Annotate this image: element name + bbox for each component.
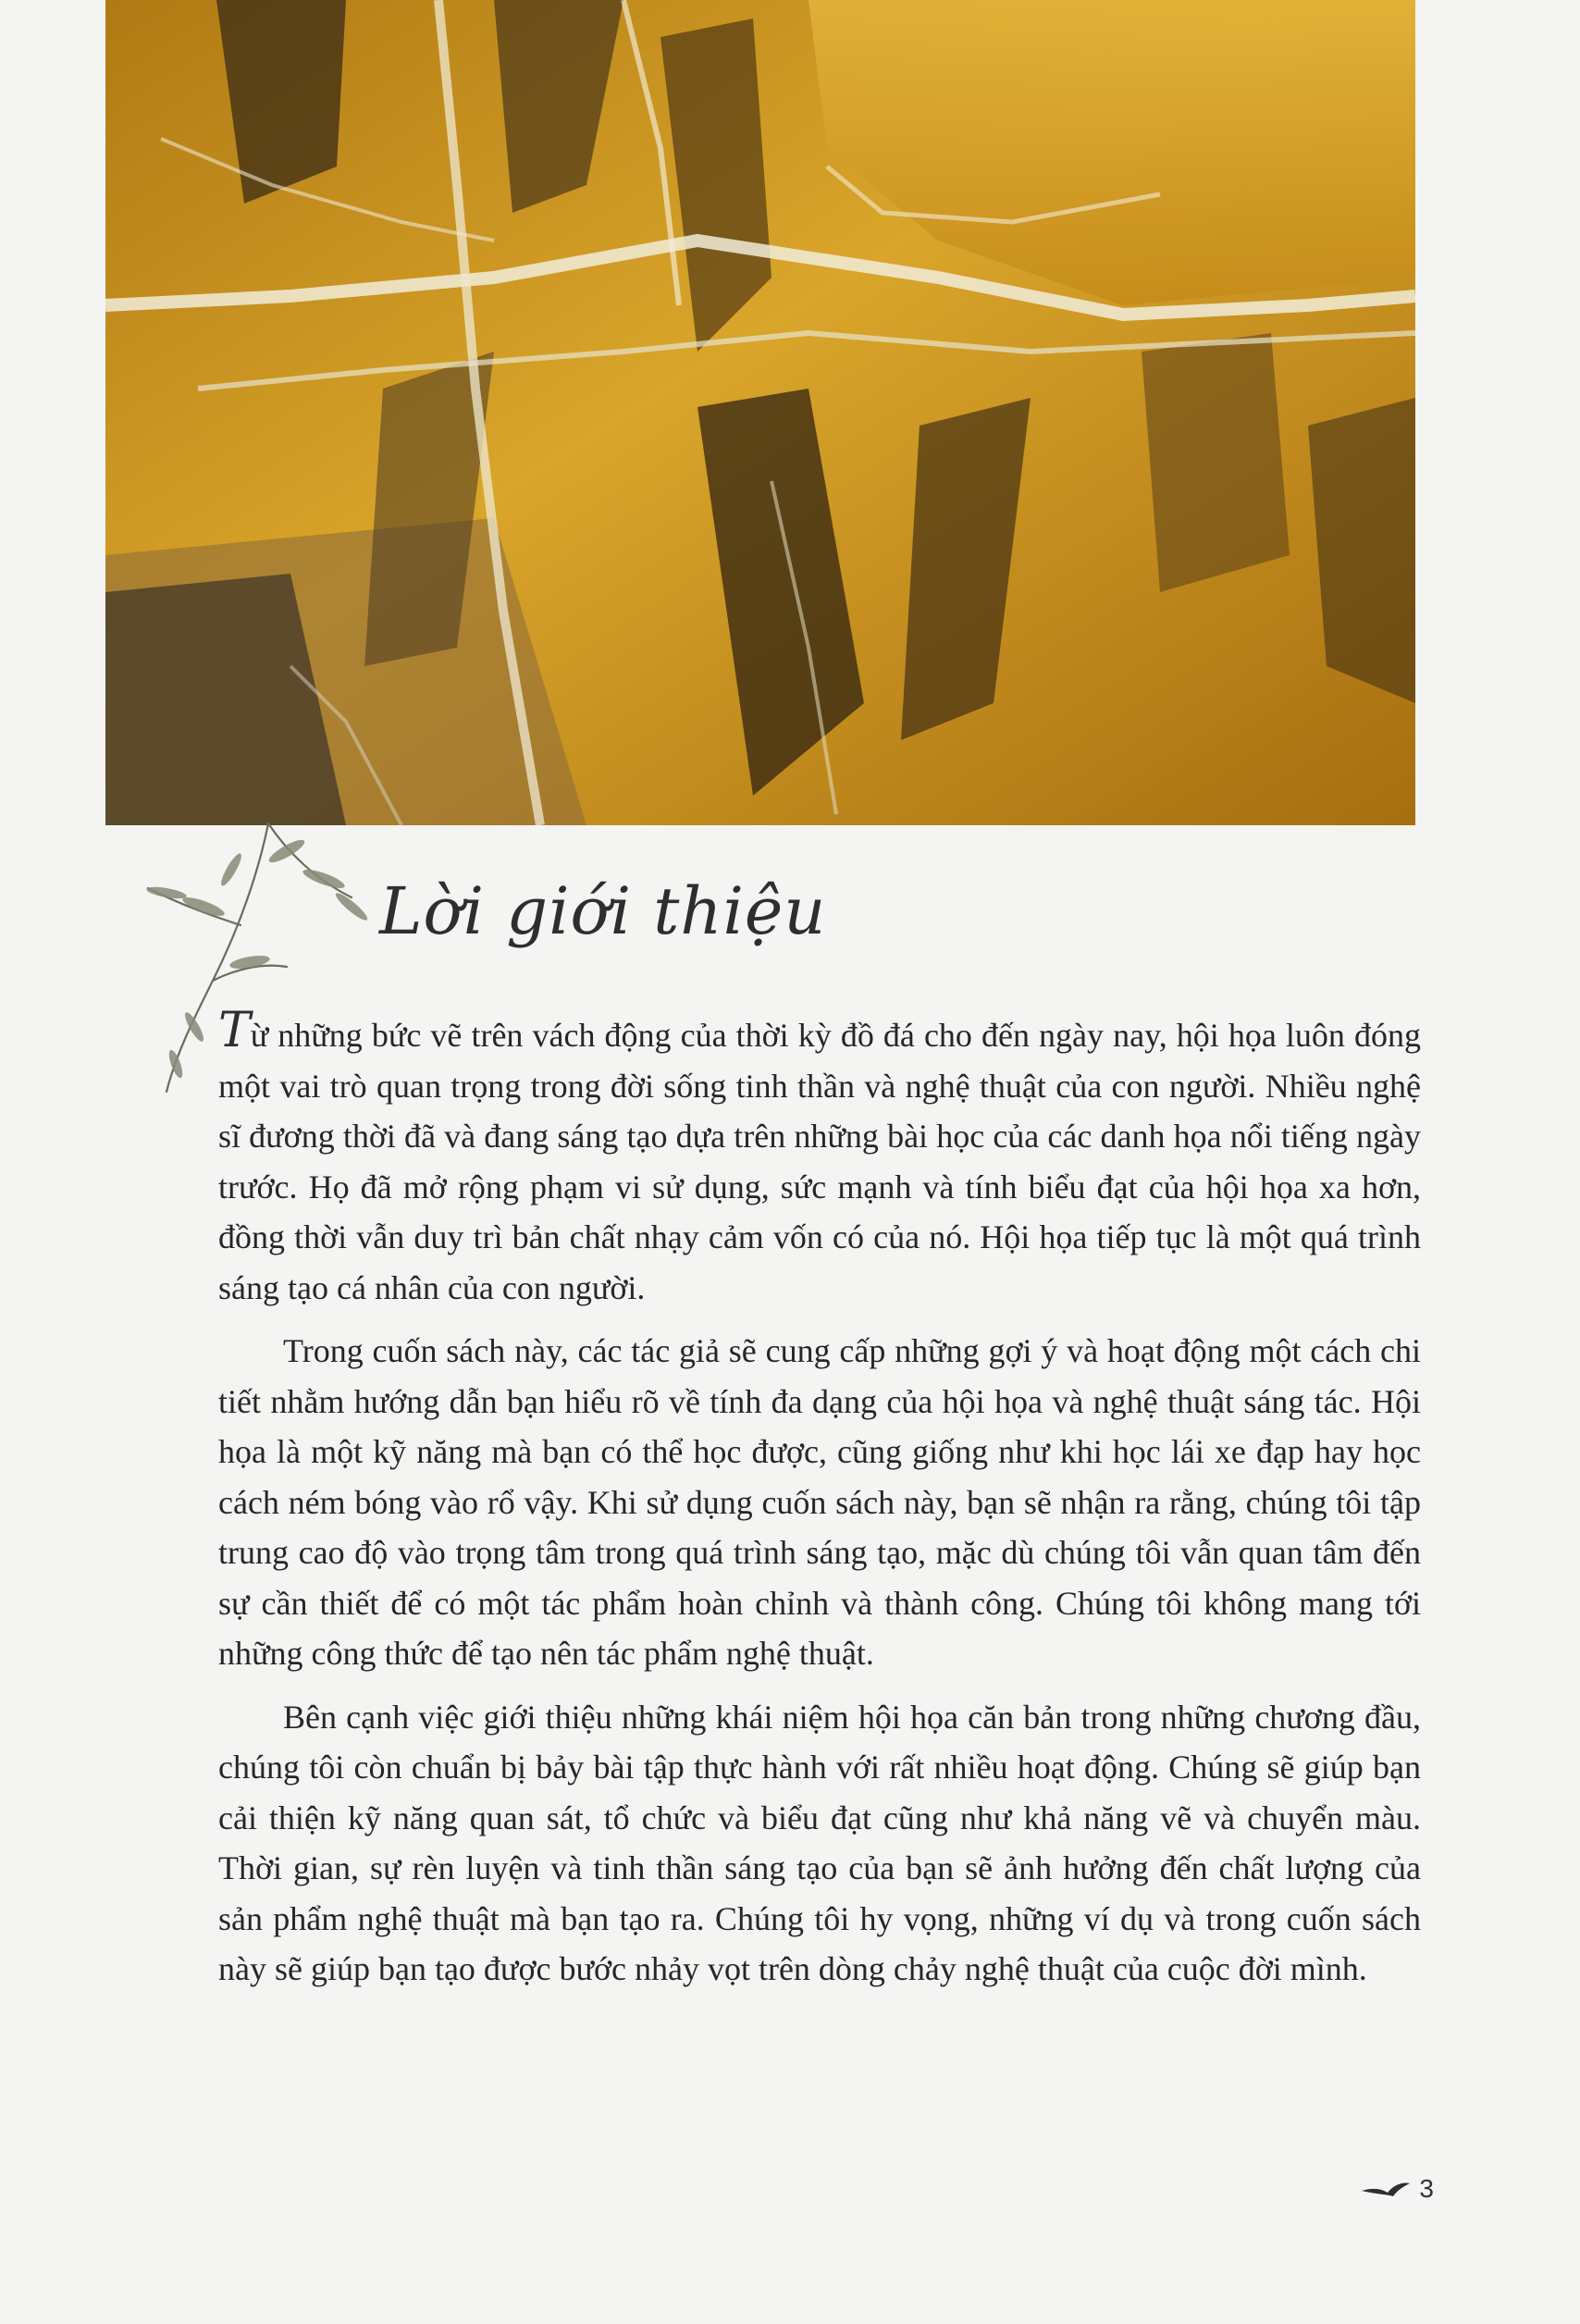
page-heading: Lời giới thiệu xyxy=(379,873,827,949)
paragraph-1 xyxy=(218,1003,1421,1313)
abstract-painting xyxy=(105,0,1415,825)
painting-image xyxy=(105,0,1415,825)
page-number: 3 xyxy=(1419,2174,1434,2203)
introduction-text xyxy=(218,1003,1421,2008)
page-footer xyxy=(1323,2170,1434,2207)
drop-cap: T xyxy=(218,1003,251,1058)
paragraph-2: Trong cuốn sách này, các tác giả sẽ cung cấp những gợi ý và hoạt động một cách chi tiết nhằm hướng dẫn bạn hiểu rõ về tính đa dạng của hội họa và nghệ thuật sáng tác. Hội họa là một kỹ năng mà bạn có thể học được, cũng giống như khi học lái xe đạp hay học cách ném bóng vào rổ vậy. Khi sử dụng cuốn sách này, bạn sẽ nhận ra rằng, chúng tôi tập trung cao độ vào trọng tâm trong quá trình sáng tạo, mặc dù chúng tôi vẫn quan tâm đến sự cần thiết để có một tác phẩm hoàn chỉnh và thành công. Chúng tôi không mang tới những công thức để tạo nên tác phẩm nghệ thuật. xyxy=(218,1332,1421,1672)
paragraph-3: Bên cạnh việc giới thiệu những khái niệm hội họa căn bản trong những chương đầu, chúng tôi còn chuẩn bị bảy bài tập thực hành với rất nhiều hoạt động. Chúng sẽ giúp bạn cải thiện kỹ năng quan sát, tổ chức và biểu đạt cũng như khả năng vẽ và chuyển màu. Thời gian, sự rèn luyện và tinh thần sáng tạo của bạn sẽ ảnh hưởng đến chất lượng của sản phẩm nghệ thuật mà bạn tạo ra. Chúng tôi hy vọng, những ví dụ và trong cuốn sách này sẽ giúp bạn tạo được bước nhảy vọt trên dòng chảy nghệ thuật của cuộc đời mình. xyxy=(218,1698,1421,1987)
bird-ornament-icon xyxy=(1360,2178,1412,2200)
paragraph-1-text: ừ những bức vẽ trên vách động của thời kỳ đồ đá cho đến ngày nay, hội họa luôn đóng một vai trò quan trọng trong đời sống tinh thần và nghệ thuật của con người. Nhiều nghệ sĩ đương thời đã và đang sáng tạo dựa trên những bài học của các danh họa nổi tiếng ngày trước. Họ đã mở rộng phạm vi sử dụng, sức mạnh và tính biểu đạt của hội họa xa hơn, đồng thời vẫn duy trì bản chất nhạy cảm vốn có của nó. Hội họa tiếp tục là một quá trình sáng tạo cá nhân của con người. xyxy=(218,1017,1421,1306)
